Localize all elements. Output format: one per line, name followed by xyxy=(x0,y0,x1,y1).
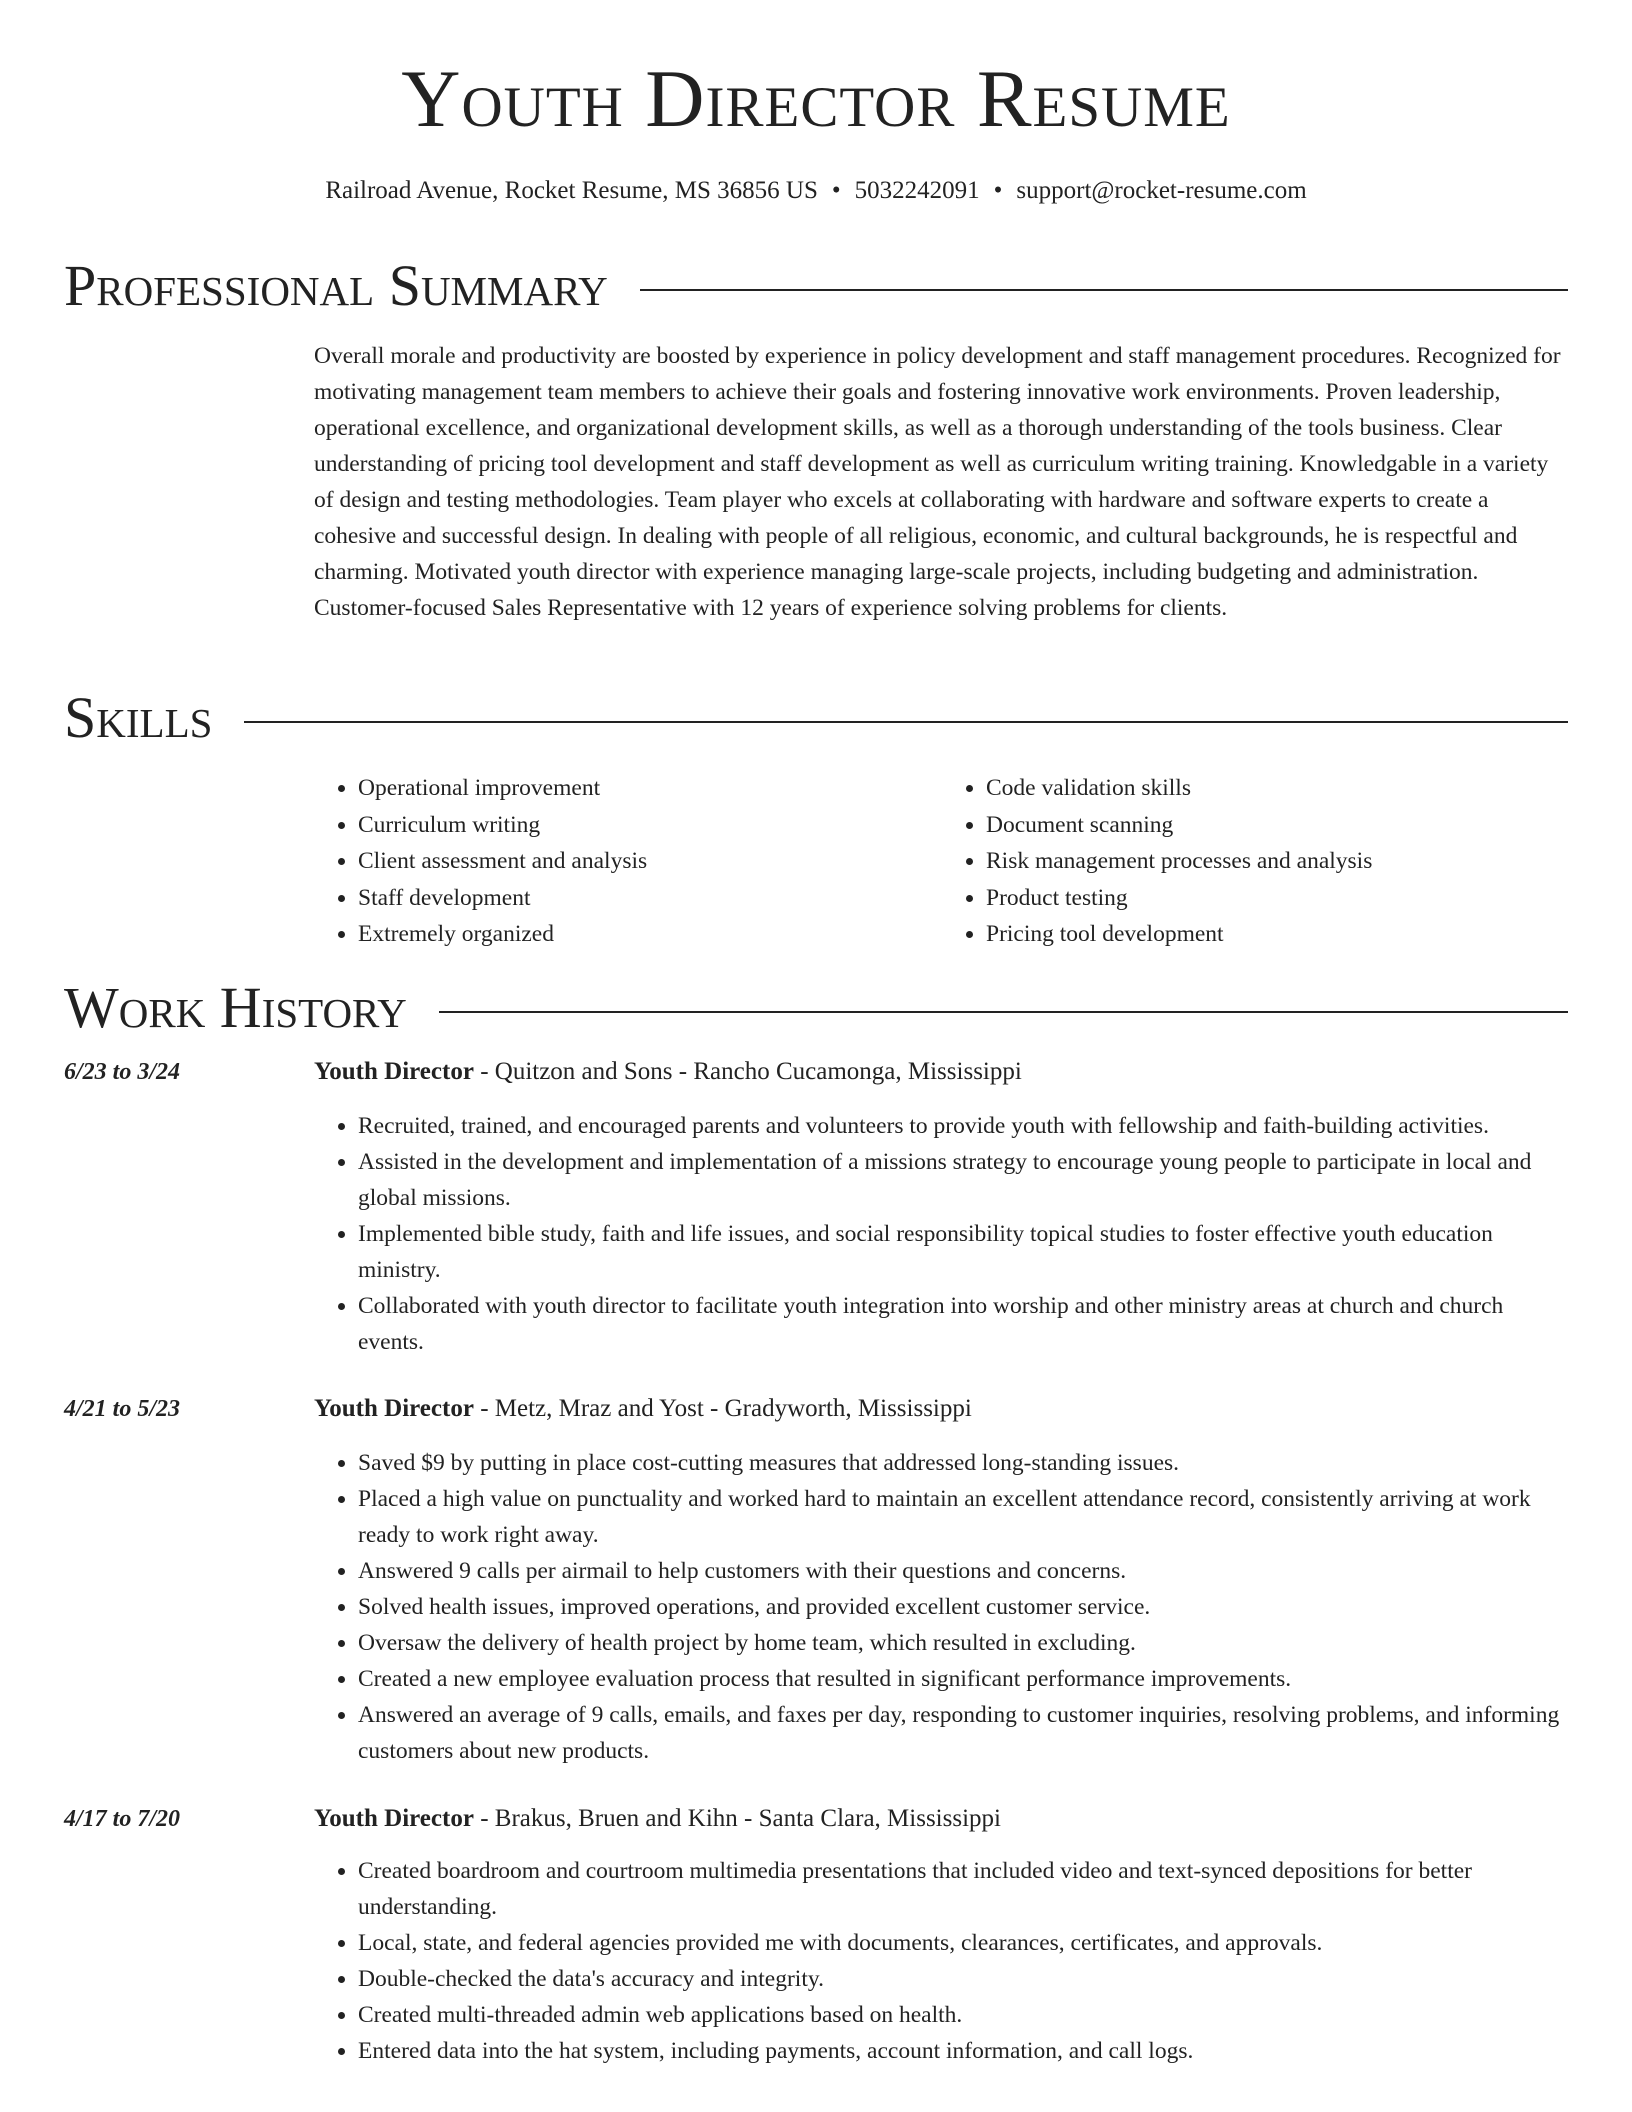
duty-item: • Local, state, and federal agencies provided me with documents, clearances, certificates, and approvals. xyxy=(358,1925,1568,1961)
contact-separator: • xyxy=(831,177,841,204)
skill-item: • Code validation skills xyxy=(986,770,1570,807)
skills-column-right xyxy=(942,770,1570,953)
duty-item: • Created a new employee evaluation process that resulted in significant performance improvements. xyxy=(358,1661,1568,1697)
job-duties xyxy=(314,1445,1568,1769)
job-role: Youth Director xyxy=(314,1058,474,1085)
skill-item: • Staff development xyxy=(358,880,942,917)
job-duties xyxy=(314,1108,1568,1360)
duty-item: • Recruited, trained, and encouraged parents and volunteers to provide youth with fellowship and faith-building activities. xyxy=(358,1108,1568,1144)
duty-item: • Answered 9 calls per airmail to help customers with their questions and concerns. xyxy=(358,1553,1568,1589)
section-divider xyxy=(439,1011,1568,1013)
job-dates: 4/17 to 7/20 xyxy=(64,1806,181,1832)
duty-item: • Oversaw the delivery of health project by home team, which resulted in excluding. xyxy=(358,1625,1568,1661)
skills-column-left xyxy=(314,770,942,953)
job-role: Youth Director xyxy=(314,1395,474,1422)
job-title-line xyxy=(314,1054,1022,1090)
summary-heading: Professional Summary xyxy=(64,253,608,318)
skill-item: • Operational improvement xyxy=(358,770,942,807)
skill-item: • Risk management processes and analysis xyxy=(986,843,1570,880)
job-duties xyxy=(314,1853,1568,2069)
skill-item: • Client assessment and analysis xyxy=(358,843,942,880)
contact-line xyxy=(0,174,1632,208)
duty-item: • Double-checked the data's accuracy and integrity. xyxy=(358,1961,1568,1997)
skill-item: • Product testing xyxy=(986,880,1570,917)
job-dates: 6/23 to 3/24 xyxy=(64,1059,181,1085)
job-employer: - Brakus, Bruen and Kihn - Santa Clara, Mississippi xyxy=(473,1805,1001,1832)
skill-item: • Pricing tool development xyxy=(986,916,1570,953)
duty-item: • Answered an average of 9 calls, emails, and faxes per day, responding to customer inquiries, resolving problems, and informing customers about new products. xyxy=(358,1697,1568,1769)
skill-item: • Curriculum writing xyxy=(358,807,942,844)
section-divider xyxy=(640,289,1568,291)
job-title-line xyxy=(314,1801,1001,1837)
skills-heading: Skills xyxy=(64,685,213,750)
duty-item: • Implemented bible study, faith and life issues, and social responsibility topical studies to foster effective youth education ministry. xyxy=(358,1216,1568,1288)
summary-text: Overall morale and productivity are boosted by experience in policy development and staff management procedures. Recognized for motivating management team members to achieve their goals and fostering innovative work environments. Proven leadership, operational excellence, and organizational development skills, as well as a thorough understanding of the tools business. Clear understanding of pricing tool development and staff development as well as curriculum writing training. Knowledgable in a variety of design and testing methodologies. Team player who excels at collaborating with hardware and software experts to create a cohesive and successful design. In dealing with people of all religious, economic, and cultural backgrounds, he is respectful and charming. Motivated youth director with experience managing large-scale projects, including budgeting and administration. Customer-focused Sales Representative with 12 years of experience solving problems for clients. xyxy=(314,343,1561,621)
duty-item: • Assisted in the development and implementation of a missions strategy to encourage young people to participate in local and global missions. xyxy=(358,1144,1568,1216)
work-heading: Work History xyxy=(64,975,407,1040)
duty-item: • Entered data into the hat system, including payments, account information, and call logs. xyxy=(358,2033,1568,2069)
job-employer: - Metz, Mraz and Yost - Gradyworth, Mississippi xyxy=(473,1395,972,1422)
skill-item: • Extremely organized xyxy=(358,916,942,953)
contact-email: support@rocket-resume.com xyxy=(1016,177,1307,204)
job-employer: - Quitzon and Sons - Rancho Cucamonga, Mississippi xyxy=(473,1058,1022,1085)
duty-item: • Collaborated with youth director to facilitate youth integration into worship and other ministry areas at church and church events. xyxy=(358,1288,1568,1360)
work-section-header xyxy=(64,975,1568,1040)
skill-item: • Document scanning xyxy=(986,807,1570,844)
summary-section-header xyxy=(64,253,1568,318)
duty-item: • Saved $9 by putting in place cost-cutting measures that addressed long-standing issues. xyxy=(358,1445,1568,1481)
job-role: Youth Director xyxy=(314,1805,474,1832)
duty-item: • Solved health issues, improved operations, and provided excellent customer service. xyxy=(358,1589,1568,1625)
skills-list xyxy=(314,770,1570,953)
contact-address: Railroad Avenue, Rocket Resume, MS 36856 US xyxy=(325,177,818,204)
section-divider xyxy=(244,721,1568,723)
duty-item: • Created boardroom and courtroom multimedia presentations that included video and text-synced depositions for better understanding. xyxy=(358,1853,1568,1925)
skills-section-header xyxy=(64,685,1568,750)
contact-separator: • xyxy=(993,177,1003,204)
job-dates: 4/21 to 5/23 xyxy=(64,1396,181,1422)
resume-title: Youth Director Resume xyxy=(401,53,1231,144)
job-title-line xyxy=(314,1391,972,1427)
duty-item: • Created multi-threaded admin web applications based on health. xyxy=(358,1997,1568,2033)
duty-item: • Placed a high value on punctuality and worked hard to maintain an excellent attendance record, consistently arriving at work ready to work right away. xyxy=(358,1481,1568,1553)
contact-phone: 5032242091 xyxy=(854,177,980,204)
